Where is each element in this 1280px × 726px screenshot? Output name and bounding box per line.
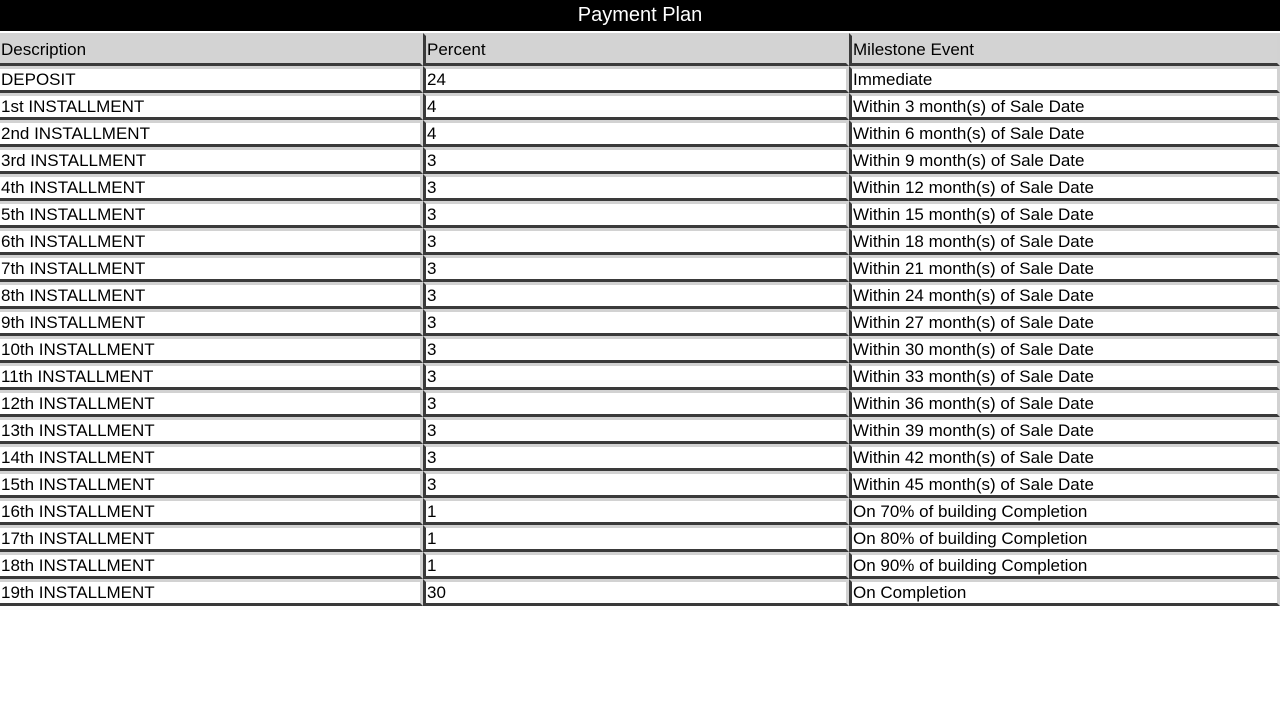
- page-title: Payment Plan: [0, 0, 1280, 31]
- table-row: [0, 93, 1280, 120]
- cell-milestone-event: Within 36 month(s) of Sale Date: [849, 390, 1280, 417]
- cell-description: 13th INSTALLMENT: [0, 417, 423, 444]
- cell-milestone-event: On Completion: [849, 579, 1280, 606]
- table-row: [0, 66, 1280, 93]
- table-row: [0, 174, 1280, 201]
- cell-milestone-event: On 90% of building Completion: [849, 552, 1280, 579]
- cell-milestone-event: Within 12 month(s) of Sale Date: [849, 174, 1280, 201]
- cell-milestone-event: Within 18 month(s) of Sale Date: [849, 228, 1280, 255]
- table-row: [0, 390, 1280, 417]
- column-header-description: Description: [0, 33, 423, 66]
- cell-description: 17th INSTALLMENT: [0, 525, 423, 552]
- cell-percent: 3: [423, 147, 849, 174]
- cell-percent: 3: [423, 444, 849, 471]
- cell-description: 2nd INSTALLMENT: [0, 120, 423, 147]
- cell-percent: 3: [423, 228, 849, 255]
- cell-description: 11th INSTALLMENT: [0, 363, 423, 390]
- column-header-milestone-event: Milestone Event: [849, 33, 1280, 66]
- cell-percent: 3: [423, 174, 849, 201]
- table-body: [0, 66, 1280, 606]
- cell-description: 18th INSTALLMENT: [0, 552, 423, 579]
- table-row: [0, 498, 1280, 525]
- cell-description: 8th INSTALLMENT: [0, 282, 423, 309]
- cell-milestone-event: On 80% of building Completion: [849, 525, 1280, 552]
- cell-percent: 4: [423, 120, 849, 147]
- table-row: [0, 579, 1280, 606]
- table-row: [0, 228, 1280, 255]
- table-row: [0, 201, 1280, 228]
- cell-percent: 3: [423, 255, 849, 282]
- cell-milestone-event: Within 9 month(s) of Sale Date: [849, 147, 1280, 174]
- table-header-row: [0, 33, 1280, 66]
- cell-percent: 3: [423, 363, 849, 390]
- cell-percent: 1: [423, 552, 849, 579]
- cell-percent: 1: [423, 498, 849, 525]
- table-row: [0, 417, 1280, 444]
- cell-percent: 4: [423, 93, 849, 120]
- cell-milestone-event: Within 42 month(s) of Sale Date: [849, 444, 1280, 471]
- table-row: [0, 147, 1280, 174]
- cell-milestone-event: On 70% of building Completion: [849, 498, 1280, 525]
- cell-percent: 24: [423, 66, 849, 93]
- table-row: [0, 282, 1280, 309]
- cell-percent: 1: [423, 525, 849, 552]
- cell-milestone-event: Within 39 month(s) of Sale Date: [849, 417, 1280, 444]
- table-row: [0, 336, 1280, 363]
- table-row: [0, 552, 1280, 579]
- table-row: [0, 309, 1280, 336]
- cell-percent: 3: [423, 336, 849, 363]
- cell-description: 3rd INSTALLMENT: [0, 147, 423, 174]
- table-row: [0, 120, 1280, 147]
- cell-milestone-event: Within 21 month(s) of Sale Date: [849, 255, 1280, 282]
- cell-description: 9th INSTALLMENT: [0, 309, 423, 336]
- table-row: [0, 525, 1280, 552]
- cell-percent: 3: [423, 201, 849, 228]
- cell-description: 14th INSTALLMENT: [0, 444, 423, 471]
- cell-milestone-event: Immediate: [849, 66, 1280, 93]
- table-row: [0, 471, 1280, 498]
- cell-percent: 3: [423, 309, 849, 336]
- cell-milestone-event: Within 45 month(s) of Sale Date: [849, 471, 1280, 498]
- cell-description: 19th INSTALLMENT: [0, 579, 423, 606]
- cell-description: 4th INSTALLMENT: [0, 174, 423, 201]
- cell-description: 1st INSTALLMENT: [0, 93, 423, 120]
- cell-milestone-event: Within 24 month(s) of Sale Date: [849, 282, 1280, 309]
- cell-milestone-event: Within 27 month(s) of Sale Date: [849, 309, 1280, 336]
- cell-description: 5th INSTALLMENT: [0, 201, 423, 228]
- cell-percent: 3: [423, 471, 849, 498]
- cell-milestone-event: Within 3 month(s) of Sale Date: [849, 93, 1280, 120]
- cell-description: 7th INSTALLMENT: [0, 255, 423, 282]
- cell-milestone-event: Within 15 month(s) of Sale Date: [849, 201, 1280, 228]
- cell-milestone-event: Within 33 month(s) of Sale Date: [849, 363, 1280, 390]
- table-row: [0, 255, 1280, 282]
- table-row: [0, 363, 1280, 390]
- cell-description: 10th INSTALLMENT: [0, 336, 423, 363]
- cell-description: 15th INSTALLMENT: [0, 471, 423, 498]
- cell-milestone-event: Within 30 month(s) of Sale Date: [849, 336, 1280, 363]
- cell-milestone-event: Within 6 month(s) of Sale Date: [849, 120, 1280, 147]
- cell-description: 6th INSTALLMENT: [0, 228, 423, 255]
- cell-percent: 3: [423, 390, 849, 417]
- payment-plan-table: [0, 33, 1280, 606]
- cell-percent: 3: [423, 282, 849, 309]
- cell-description: DEPOSIT: [0, 66, 423, 93]
- cell-percent: 3: [423, 417, 849, 444]
- cell-percent: 30: [423, 579, 849, 606]
- cell-description: 16th INSTALLMENT: [0, 498, 423, 525]
- cell-description: 12th INSTALLMENT: [0, 390, 423, 417]
- column-header-percent: Percent: [423, 33, 849, 66]
- table-row: [0, 444, 1280, 471]
